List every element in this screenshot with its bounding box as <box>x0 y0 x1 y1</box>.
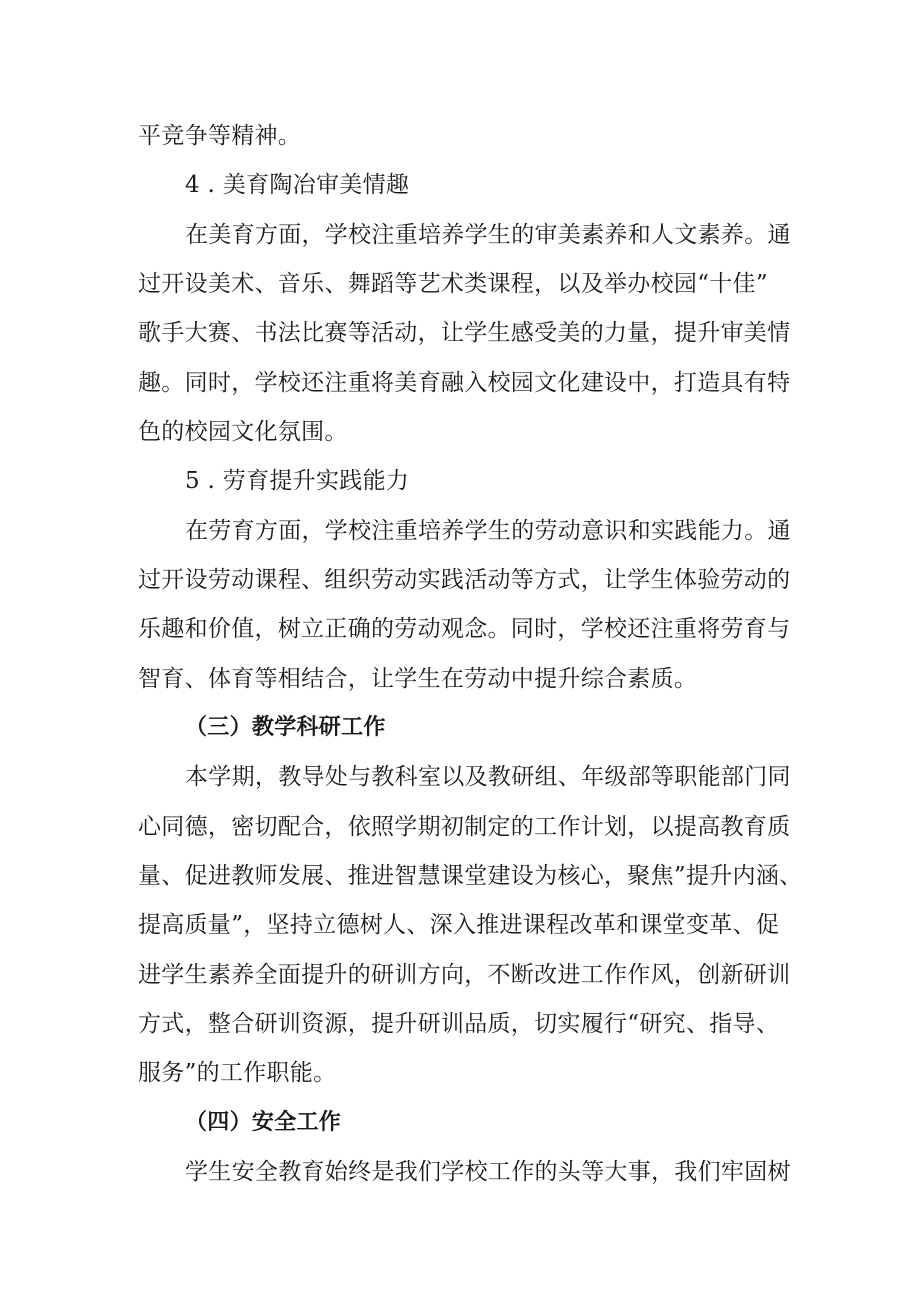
paragraph-line: 学生安全教育始终是我们学校工作的头等大事，我们牢固树 <box>185 1159 791 1185</box>
paragraph-line: 趣。同时，学校还注重将美育融入校园文化建设中，打造具有特 <box>138 370 791 396</box>
paragraph-line: 乐趣和价值，树立正确的劳动观念。同时，学校还注重将劳育与 <box>138 616 791 642</box>
paragraph-line: 进学生素养全面提升的研训方向，不断改进工作作风，创新研训 <box>138 962 791 988</box>
paragraph-line: 在劳育方面，学校注重培养学生的劳动意识和实践能力。通 <box>185 518 791 544</box>
paragraph-line: 量、促进教师发展、推进智慧课堂建设为核心，聚焦”提升内涵、 <box>138 863 803 889</box>
section-heading-labor: 5 . 劳育提升实践能力 <box>185 468 410 494</box>
paragraph-line: 色的校园文化氛围。 <box>138 419 348 445</box>
section-heading-research: （三）教学科研工作 <box>185 715 386 740</box>
paragraph-line: 过开设美术、音乐、舞蹈等艺术类课程，以及举办校园“十佳” <box>138 271 768 297</box>
paragraph-line: 在美育方面，学校注重培养学生的审美素养和人文素养。通 <box>185 222 791 248</box>
paragraph-line: 心同德，密切配合，依照学期初制定的工作计划，以提高教育质 <box>138 814 791 840</box>
paragraph-line: 方式，整合研训资源，提升研训品质，切实履行“研究、指导、 <box>138 1011 780 1037</box>
section-heading-safety: （四）安全工作 <box>185 1110 342 1135</box>
paragraph-line: 本学期，教导处与教科室以及教研组、年级部等职能部门同 <box>185 764 791 790</box>
section-heading-aesthetic: 4 . 美育陶冶审美情趣 <box>185 172 410 198</box>
paragraph-line: 过开设劳动课程、组织劳动实践活动等方式，让学生体验劳动的 <box>138 567 791 593</box>
paragraph-line: 平竞争等精神。 <box>138 123 302 149</box>
paragraph-line: 智育、体育等相结合，让学生在劳动中提升综合素质。 <box>138 666 698 692</box>
paragraph-line: 歌手大赛、书法比赛等活动，让学生感受美的力量，提升审美情 <box>138 320 791 346</box>
paragraph-line: 提高质量”，坚持立德树人、深入推进课程改革和课堂变革、促 <box>138 912 780 938</box>
paragraph-line: 服务”的工作职能。 <box>138 1060 337 1086</box>
